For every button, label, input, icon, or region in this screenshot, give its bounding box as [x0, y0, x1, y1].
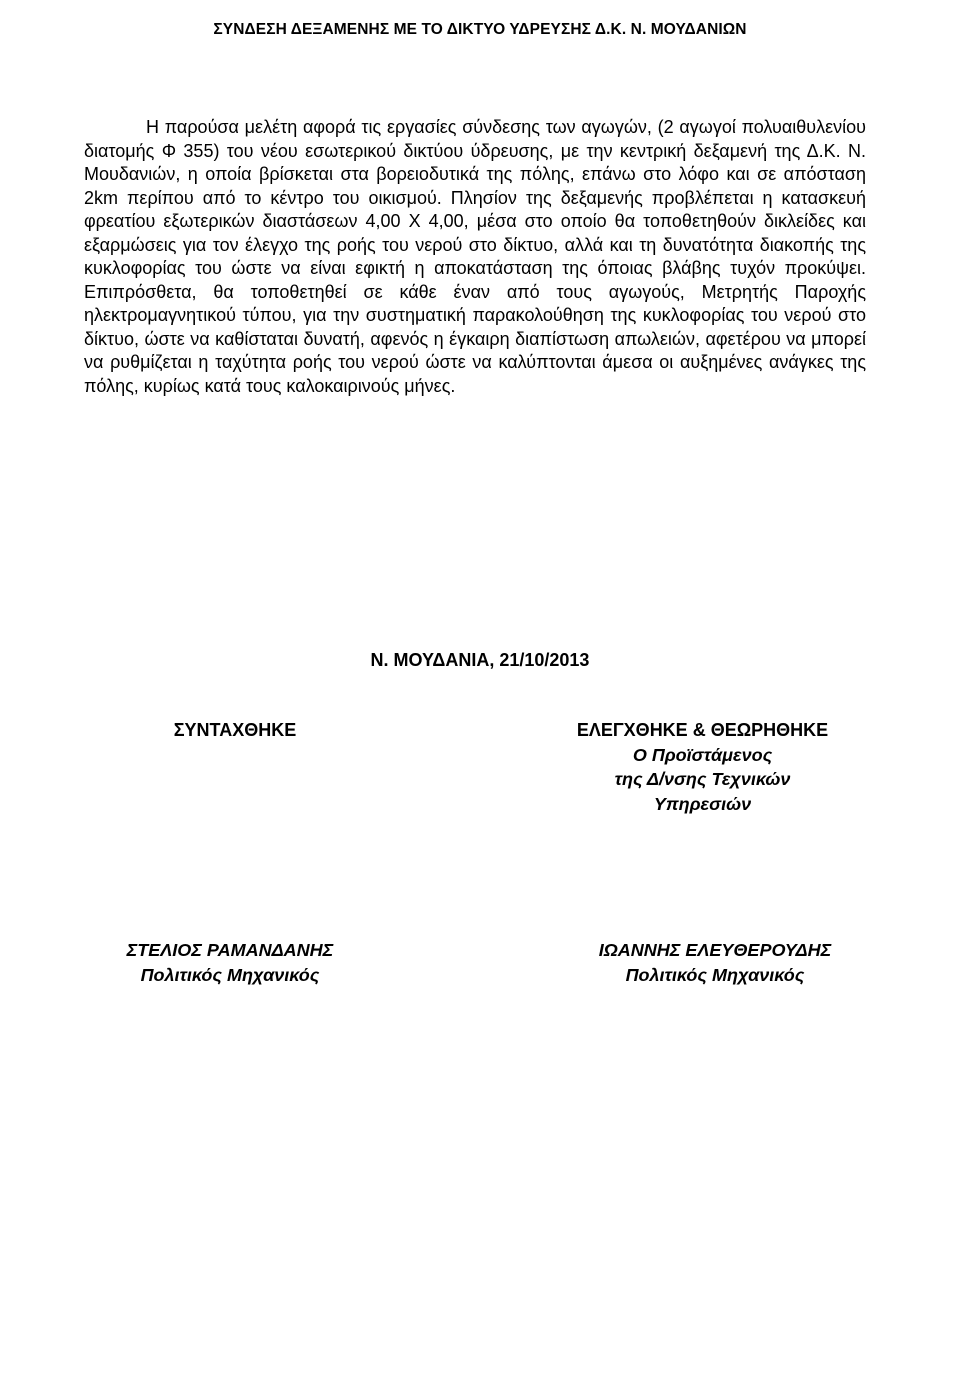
signatory-title-left: Πολιτικός Μηχανικός [140, 965, 320, 985]
signature-block-right [520, 718, 885, 816]
signature-heading-left: ΣΥΝΤΑΧΘΗΚΕ [173, 720, 297, 740]
signatory-name-left: ΣΤΕΛΙΟΣ ΡΑΜΑΝΔΑΝΗΣ [126, 940, 334, 960]
body-paragraph [84, 116, 866, 398]
signature-block-left [120, 718, 350, 743]
place-and-date: Ν. ΜΟΥΔΑΝΙΑ, 21/10/2013 [370, 650, 590, 670]
signatory-title-right: Πολιτικός Μηχανικός [625, 965, 805, 985]
signatory-name-right: ΙΩΑΝΝΗΣ ΕΛΕΥΘΕΡΟΥΔΗΣ [598, 940, 832, 960]
signatory-left [80, 938, 380, 988]
signature-heading-right: ΕΛΕΓΧΘΗΚΕ & ΘΕΩΡΗΘΗΚΕ [576, 720, 829, 740]
signature-role-line-1: Ο Προϊστάμενος [632, 744, 773, 765]
signatory-right [530, 938, 900, 988]
signature-role-line-3: Υπηρεσιών [653, 793, 752, 814]
document-title: ΣΥΝΔΕΣΗ ΔΕΞΑΜΕΝΗΣ ΜΕ ΤΟ ΔΙΚΤΥΟ ΥΔΡΕΥΣΗΣ Δ.Κ. Ν. ΜΟΥΔΑΝΙΩΝ [213, 21, 747, 38]
body-paragraph-text: Η παρούσα μελέτη αφορά τις εργασίες σύνδεσης των αγωγών, (2 αγωγοί πολυαιθυλενίου διατομής Φ 355) του νέου εσωτερικού δικτύου ύδρευσης, με την κεντρική δεξαμενή της Δ.Κ. Ν. Μουδανιών, η οποία βρίσκεται στα βορειοδυτικά της πόλης, επάνω στο λόφο και σε απόσταση 2km περίπου από το κέντρο του οικισμού. Πλησίον της δεξαμενής προβλέπεται η κατασκευή φρεατίου εξωτερικών διαστάσεων 4,00 Χ 4,00, μέσα στο οποίο θα τοποθετηθούν δικλείδες και εξαρμώσεις για τον έλεγχο της ροής του νερού στο δίκτυο, αλλά και τη δυνατότητα διακοπής της κυκλοφορίας του ώστε να είναι εφικτή η αποκατάσταση της όποιας βλάβης τυχόν προκύψει. Επιπρόσθετα, θα τοποθετηθεί σε κάθε έναν από τους αγωγούς, Μετρητής Παροχής ηλεκτρομαγνητικού τύπου, για την συστηματική παρακολούθηση της κυκλοφορίας του νερού στο δίκτυο, ώστε να καθίσταται δυνατή, αφενός η έγκαιρη διαπίστωση απωλειών, αφετέρου να μπορεί να ρυθμίζεται η ταχύτητα ροής του νερού ώστε να καλύπτονται άμεσα οι αυξημένες ανάγκες της πόλης, κυρίως κατά τους καλοκαιρινούς μήνες. [84, 117, 866, 396]
signature-role-line-2: της Δ/νσης Τεχνικών [614, 769, 791, 789]
